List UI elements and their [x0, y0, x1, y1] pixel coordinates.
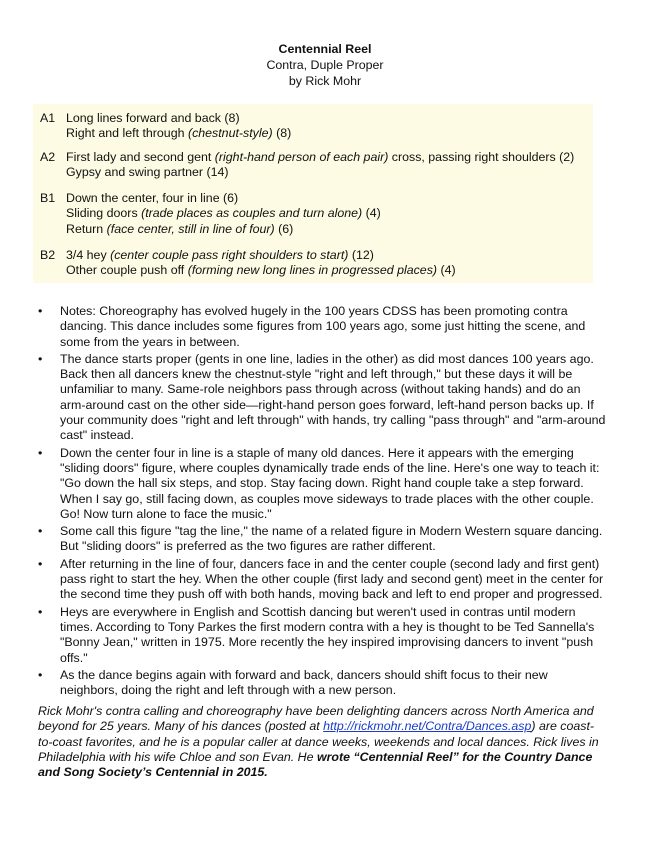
note-item: [38, 605, 608, 666]
figure-call-text: Down the center, four in line (6): [66, 191, 239, 205]
note-item: [38, 524, 608, 555]
figure-lines: [66, 191, 606, 237]
notes-list: [38, 304, 608, 700]
bullet-icon: •: [38, 304, 43, 318]
figure-note-text: (trade places as couples and turn alone): [141, 206, 363, 221]
figure-label: A1: [40, 111, 56, 125]
bio-credit: wrote “Centennial Reel” for the Country Dance and Song Society’s Centennial in 2015.: [38, 749, 593, 780]
figure-line: [66, 150, 606, 165]
author-bio: [38, 704, 608, 780]
note-text: Down the center four in line is a staple of many old dances. Here it appears with the emerging "sliding doors" figure, where couples dynamically trade ends of the line. Here's one way to teach it: "Go down the hall six steps, and stop. Stay facing down. Right hand couple take a step forward. When I say go, still facing down, as couples move sideways to trade places with the other couple. Go! Now turn alone to face the music.": [60, 445, 600, 521]
figure-call-text: (6): [274, 221, 294, 236]
figure-line: [66, 263, 606, 278]
figure-line: [66, 248, 606, 263]
figure-line: [66, 126, 606, 141]
note-text: The dance starts proper (gents in one line, ladies in the other) as did most dances 100 years ago. Back then all dancers knew the chestnut-style "right and left through," but these days it will be unfamiliar to many. Same-role neighbors pass through across (without taking hands) and do an arm-around cast on the other side—right-hand person goes forward, left-hand person backs up. If your community does "right and left through" with hands, try calling "pass through" and "arm-around cast" instead.: [60, 351, 606, 443]
figure-note-text: (face center, still in line of four): [106, 221, 275, 236]
figure-line: [66, 222, 606, 237]
figure-call-text: cross, passing right shoulders (2): [388, 150, 575, 164]
figure-call-text: First lady and second gent: [66, 150, 215, 164]
figure-call-text: Sliding doors: [66, 206, 142, 221]
note-text: After returning in the line of four, dancers face in and the center couple (second lady and first gent) pass right to start the hey. When the other couple (first lady and second gent) meet in the center for the second time they push off with both hands, moving back and left to end proper and progressed.: [60, 556, 604, 602]
figure-lines: [66, 248, 606, 279]
figure-lines: [66, 111, 606, 142]
note-item: [38, 446, 608, 522]
figure-line: [66, 206, 606, 221]
figure-call-text: Gypsy and swing partner (14): [66, 165, 229, 180]
figure-note-text: (forming new long lines in progressed places): [187, 263, 438, 278]
figure-call-text: (8): [272, 126, 292, 141]
figure-note-text: (right-hand person of each pair): [214, 150, 389, 164]
figure-call-text: Long lines forward and back (8): [66, 111, 240, 125]
figure-lines: [66, 150, 606, 181]
dance-header: [0, 41, 650, 89]
note-item: [38, 668, 608, 699]
dance-formation: Contra, Duple Proper: [266, 58, 384, 72]
figure-call-text: (12): [348, 248, 374, 262]
figure-line: [66, 191, 606, 206]
figure-label: A2: [40, 150, 56, 164]
figure-call-text: (4): [437, 263, 456, 278]
bio-text: Rick Mohr's contra calling and choreography have been delighting dancers across North America and beyond for 25 years. Many of his dances (posted at: [38, 704, 594, 734]
figure-call-text: Return: [66, 221, 107, 236]
bullet-icon: •: [38, 667, 43, 682]
figure-call-text: Right and left through: [66, 126, 188, 141]
bio-text: ) are coast-to-coast favorites, and he is a popular caller at dance weeks, weekends and local dances. Rick lives in Philadelphia with his wife Chloe and son Evan. He: [38, 719, 599, 764]
bullet-icon: •: [38, 604, 43, 619]
figure-label: B2: [40, 248, 56, 262]
figure-note-text: (center couple pass right shoulders to start): [110, 248, 349, 262]
note-item: [38, 557, 608, 603]
note-text: Some call this figure "tag the line," the name of a related figure in Modern Western square dancing. But "sliding doors" is preferred as the two figures are rather different.: [60, 524, 603, 554]
note-text: Heys are everywhere in English and Scottish dancing but weren't used in contras until modern times. According to Tony Parkes the first modern contra with a hey is thought to be Ted Sannella's "Bonny Jean," written in 1975. More recently the hey inspired improvising dancers to invent "push offs.": [60, 604, 595, 665]
bullet-icon: •: [38, 524, 43, 539]
note-text: As the dance begins again with forward and back, dancers should shift focus to their new neighbors, doing the right and left through with a new person.: [60, 667, 548, 698]
figure-line: [66, 165, 606, 180]
dance-title: Centennial Reel: [278, 42, 372, 56]
figure-label: B1: [40, 191, 56, 205]
figure-note-text: (chestnut-style): [187, 126, 273, 141]
dance-author: by Rick Mohr: [288, 74, 362, 88]
figure-call-text: 3/4 hey: [66, 248, 111, 262]
bullet-icon: •: [38, 445, 43, 460]
note-item: [38, 352, 608, 444]
note-text: Notes: Choreography has evolved hugely in the 100 years CDSS has been promoting contra dancing. This dance includes some figures from 100 years ago, some just hitting the scene, and some from the years in between.: [60, 304, 586, 349]
figure-call-text: Other couple push off: [66, 263, 188, 278]
bullet-icon: •: [38, 556, 43, 571]
dances-link[interactable]: http://rickmohr.net/Contra/Dances.asp: [323, 719, 532, 734]
figure-line: [66, 111, 606, 126]
note-item: [38, 304, 608, 350]
figure-call-text: (4): [362, 206, 381, 221]
bullet-icon: •: [38, 351, 43, 366]
